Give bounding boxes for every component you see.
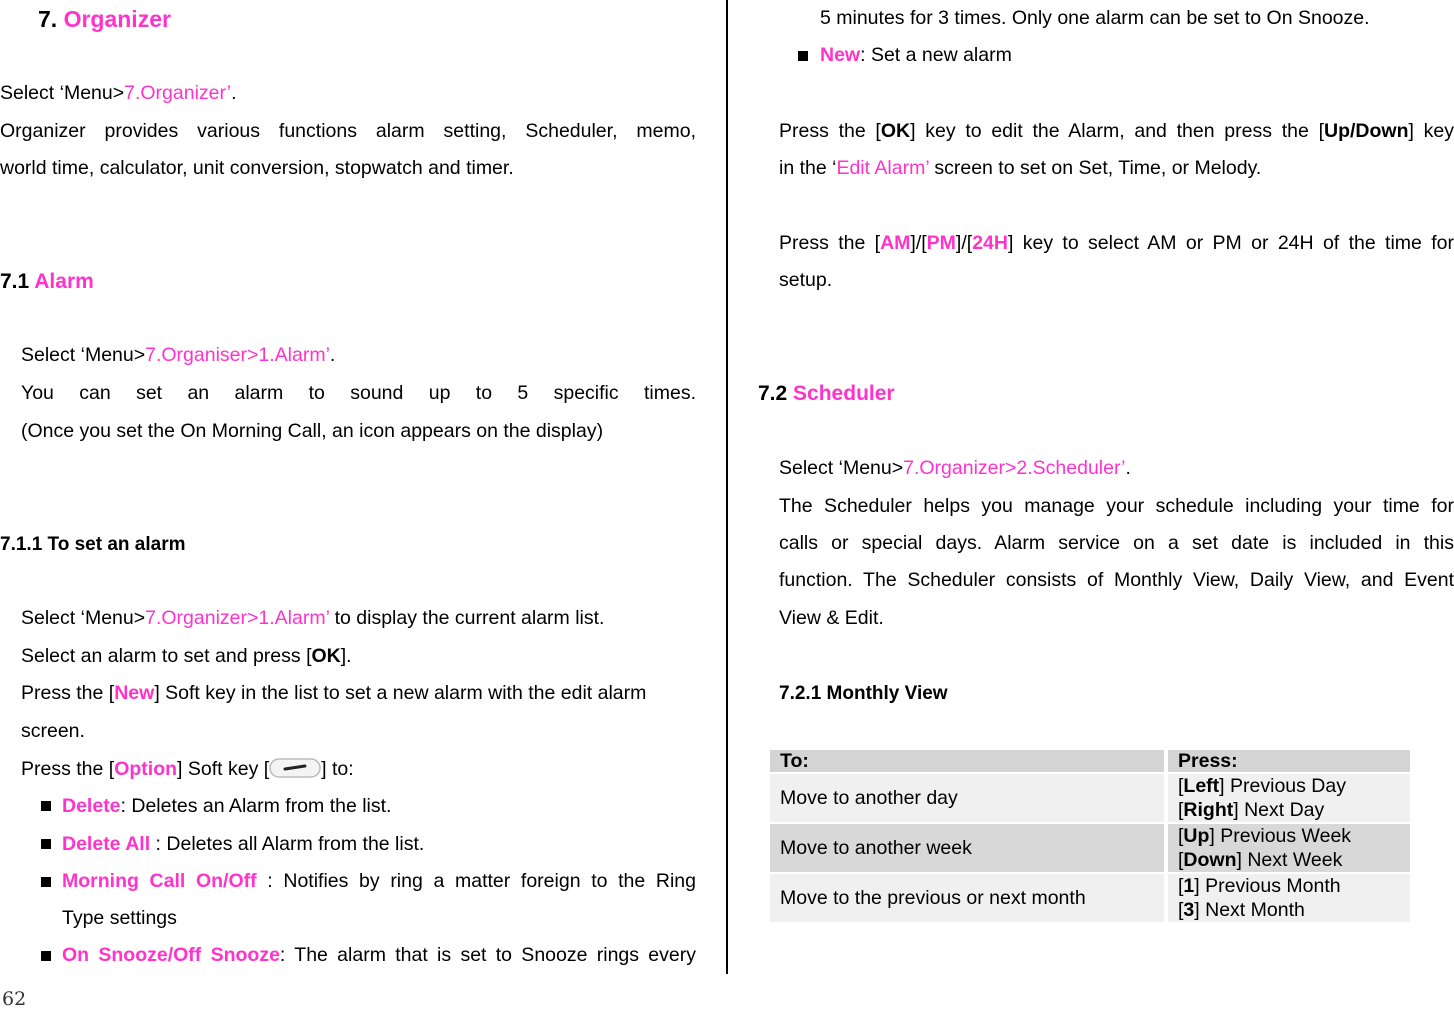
table-cell-action: Move to another day (770, 774, 1164, 822)
table-cell-keys: [Left] Previous Day [Right] Next Day (1168, 774, 1410, 822)
alarm-desc-line-1: You can set an alarm to sound up to 5 specific times. (21, 382, 696, 404)
bullet-morning-call-cont: Type settings (62, 907, 177, 929)
section-heading-organizer: 7. Organizer (38, 6, 171, 32)
table-row (770, 774, 1410, 822)
ok-instruction: Select an alarm to set and press [OK]. (21, 645, 352, 667)
scheduler-desc-line-1: The Scheduler helps you manage your schedule including your time for (779, 495, 1454, 517)
square-bullet-icon (41, 951, 51, 961)
option-instruction: Press the [Option] Soft key [ ] to: (21, 758, 354, 780)
scheduler-desc-line-4: View & Edit. (779, 607, 884, 629)
table-cell-keys: [Up] Previous Week [Down] Next Week (1168, 824, 1410, 872)
bullet-snooze: On Snooze/Off Snooze: The alarm that is set to Snooze rings every (62, 944, 696, 966)
section-heading-alarm: 7.1 Alarm (0, 270, 94, 293)
new-instruction-line-2: screen. (21, 720, 85, 742)
select-menu-alarm: Select ‘Menu>7.Organiser>1.Alarm’. (21, 344, 336, 366)
subsection-heading-monthly-view: 7.2.1 Monthly View (779, 683, 948, 704)
bullet-morning-call: Morning Call On/Off : Notifies by ring a matter foreign to the Ring (62, 870, 696, 892)
scheduler-desc-line-3: function. The Scheduler consists of Monthly View, Daily View, and Event (779, 569, 1454, 591)
square-bullet-icon (41, 801, 51, 811)
edit-alarm-line-1: Press the [OK] key to edit the Alarm, and then press the [Up/Down] key (779, 120, 1454, 142)
table-header-press: Press: (1168, 750, 1410, 772)
square-bullet-icon (41, 877, 51, 887)
section-heading-scheduler: 7.2 Scheduler (758, 382, 895, 405)
monthly-view-key-table (766, 748, 1414, 924)
table-row (770, 874, 1410, 922)
table-cell-action: Move to the previous or next month (770, 874, 1164, 922)
table-cell-keys: [1] Previous Month [3] Next Month (1168, 874, 1410, 922)
table-header-to: To: (770, 750, 1164, 772)
option-softkey-icon (269, 758, 321, 778)
bullet-delete-all: Delete All : Deletes all Alarm from the list. (62, 833, 425, 855)
new-instruction-line-1: Press the [New] Soft key in the list to set a new alarm with the edit alarm (21, 682, 647, 704)
select-menu-alarm-list: Select ‘Menu>7.Organizer>1.Alarm’ to display the current alarm list. (21, 607, 605, 629)
table-header-row (770, 750, 1410, 772)
bullet-delete: Delete: Deletes an Alarm from the list. (62, 795, 392, 817)
scheduler-desc-line-2: calls or special days. Alarm service on a set date is included in this (779, 532, 1454, 554)
page-number: 62 (2, 988, 27, 1010)
ampm-line-1: Press the [AM]/[PM]/[24H] key to select AM or PM or 24H of the time for (779, 232, 1454, 254)
square-bullet-icon (41, 839, 51, 849)
snooze-continuation: 5 minutes for 3 times. Only one alarm can be set to On Snooze. (820, 7, 1370, 29)
select-menu-organizer: Select ‘Menu>7.Organizer’. (0, 82, 237, 104)
subsection-heading-set-alarm: 7.1.1 To set an alarm (0, 534, 186, 555)
square-bullet-icon (798, 51, 808, 61)
intro-line-2: world time, calculator, unit conversion, stopwatch and timer. (0, 157, 514, 179)
ampm-line-2: setup. (779, 269, 833, 291)
bullet-new: New: Set a new alarm (820, 44, 1012, 66)
table-row (770, 824, 1410, 872)
intro-line-1: Organizer provides various functions alarm setting, Scheduler, memo, (0, 120, 696, 142)
table-cell-action: Move to another week (770, 824, 1164, 872)
edit-alarm-line-2: in the ‘Edit Alarm’ screen to set on Set, Time, or Melody. (779, 157, 1262, 179)
alarm-desc-line-2: (Once you set the On Morning Call, an icon appears on the display) (21, 420, 604, 442)
select-menu-scheduler: Select ‘Menu>7.Organizer>2.Scheduler’. (779, 457, 1131, 479)
column-divider (726, 0, 728, 974)
